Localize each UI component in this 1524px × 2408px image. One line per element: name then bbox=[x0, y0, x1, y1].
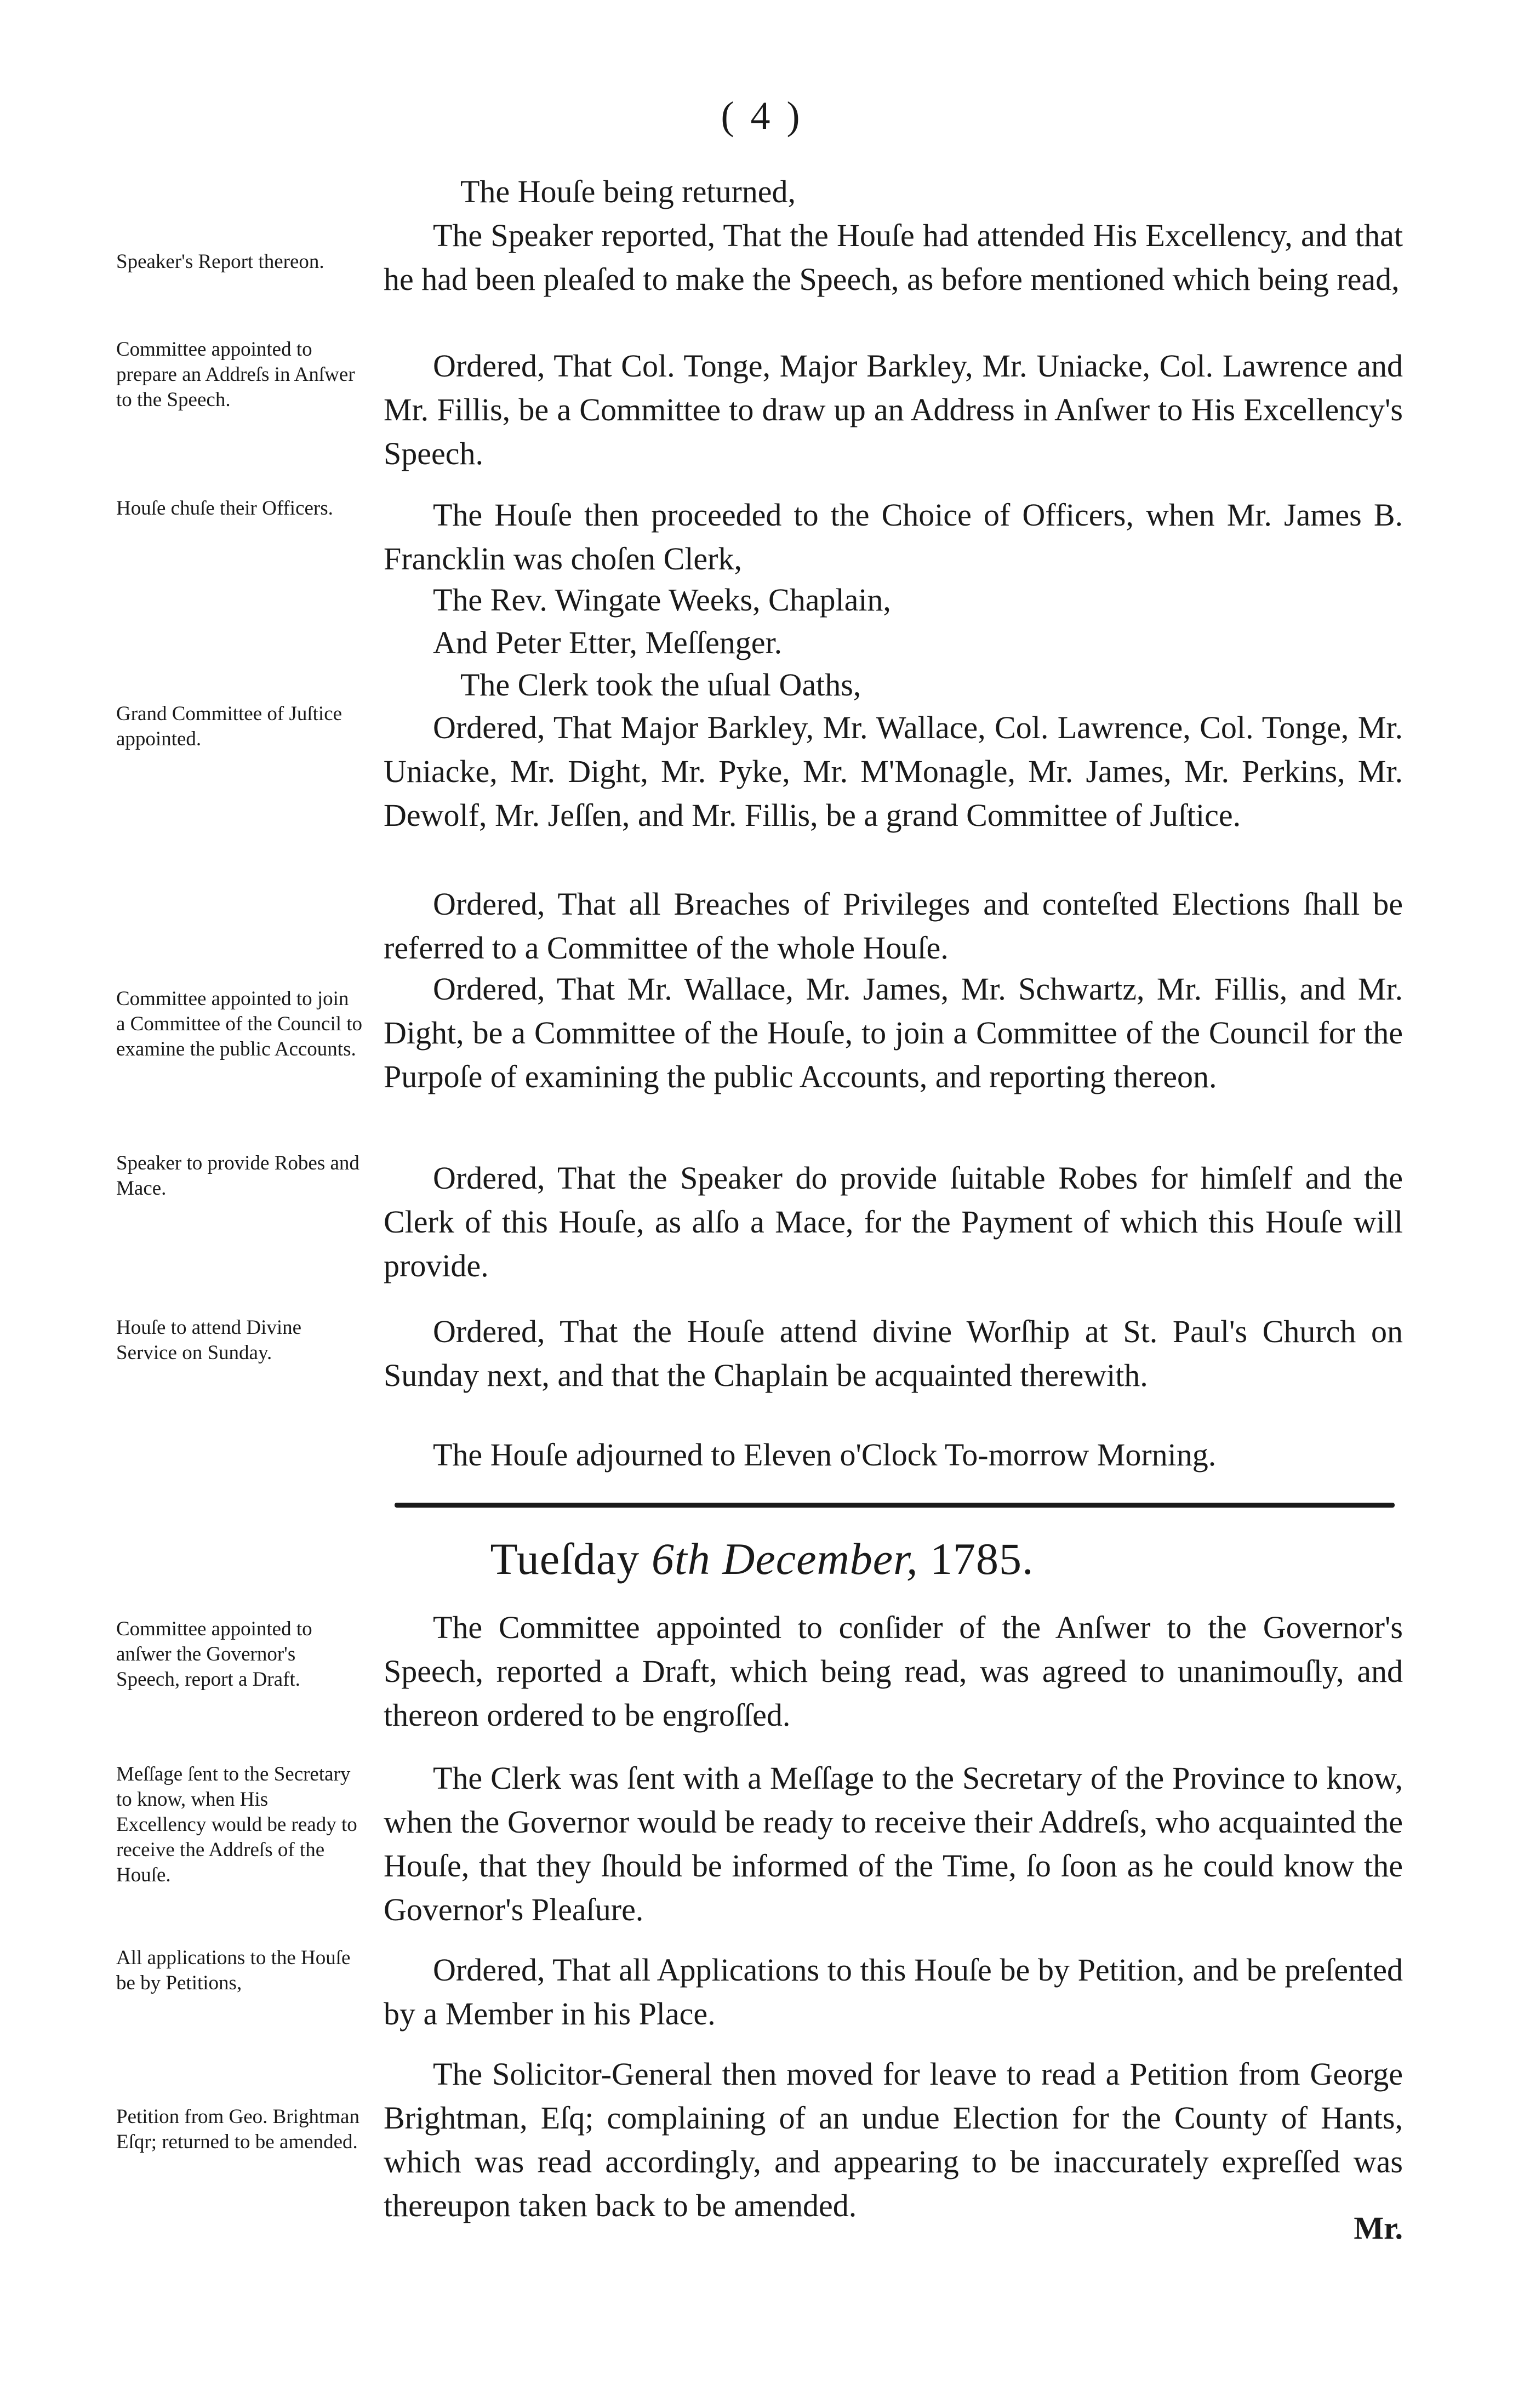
paragraph-choice-of-officers: The Houſe then proceeded to the Choice of Officers, when Mr. James B. Francklin was choſen Clerk, bbox=[384, 497, 1403, 577]
paragraph-privileges: Ordered, That all Breaches of Privileges and conteſted Elections ſhall be referred to a Committee of the whole Houſe. bbox=[384, 886, 1403, 966]
date-ordinal: 6th bbox=[651, 1534, 711, 1584]
paragraph-message-secretary: The Clerk was ſent with a Meſſage to the Secretary of the Province to know, when the Governor would be ready to receive their Addreſs, who acquainted the Houſe, that they ſhould be informed of the Time, ſo ſoon as he could know the Governor's Pleaſure. bbox=[384, 1760, 1403, 1927]
paragraph-divine-worship: Ordered, That the Houſe attend divine Worſhip at St. Paul's Church on Sunday next, and that the Chaplain be acquainted therewith. bbox=[384, 1314, 1403, 1393]
margin-note-officers: Houſe chuſe their Officers. bbox=[116, 497, 333, 520]
page-number: ( 4 ) bbox=[721, 94, 803, 138]
paragraph-house-returned: The Houſe being returned, bbox=[460, 174, 796, 209]
paragraph-draft-reported: The Committee appointed to conſider of the Anſwer to the Governor's Speech, reported a Draft, which being read, was agreed to unanimouſly, and thereon ordered to be engroſſed. bbox=[384, 1610, 1403, 1733]
margin-note-robes-mace: Speaker to provide Robes and Mace. bbox=[116, 1152, 359, 1200]
margin-note-accounts-committee: Committee appointed to join a Committee of the Council to examine the public Accounts. bbox=[116, 988, 363, 1060]
paragraph-messenger: And Peter Etter, Meſſenger. bbox=[433, 625, 783, 660]
margin-note-grand-committee: Grand Committee of Juſtice appointed. bbox=[116, 703, 343, 750]
margin-note-petition: Petition from Geo. Brightman Eſqr; returned to be amended. bbox=[116, 2105, 359, 2153]
paragraph-applications: Ordered, That all Applications to this Houſe be by Petition, and be preſented by a Member in his Place. bbox=[384, 1952, 1403, 2032]
paragraph-accounts-committee: Ordered, That Mr. Wallace, Mr. James, Mr. Schwartz, Mr. Fillis, and Mr. Dight, be a Committee of the Houſe, to join a Committee of the Council for the Purpoſe of examining the public Accounts, and reporting thereon. bbox=[384, 971, 1403, 1094]
paragraph-oaths: The Clerk took the uſual Oaths, bbox=[460, 667, 861, 703]
paragraph-petition-brightman: The Solicitor-General then moved for leave to read a Petition from George Brightman, Eſq; complaining of an undue Election for the County of Hants, which was read accordingly, and appearing to be inaccurately expreſſed was thereupon taken back to be amended. bbox=[384, 2056, 1403, 2223]
paragraph-grand-committee: Ordered, That Major Barkley, Mr. Wallace, Col. Lawrence, Col. Tonge, Mr. Uniacke, Mr. Dight, Mr. Pyke, Mr. M'Monagle, Mr. James, Mr. Perkins, Mr. Dewolf, Mr. Jeſſen, and Mr. Fillis, be a grand Committee of Juſtice. bbox=[384, 710, 1403, 833]
paragraph-adjourned: The Houſe adjourned to Eleven o'Clock To-morrow Morning. bbox=[433, 1437, 1217, 1473]
margin-note-divine-service: Houſe to attend Divine Service on Sunday. bbox=[116, 1316, 302, 1364]
paragraph-speaker-reported: The Speaker reported, That the Houſe had attended His Excellency, and that he had been pleaſed to make the Speech, as before mentioned which being read, bbox=[384, 218, 1403, 297]
paragraph-robes-mace: Ordered, That the Speaker do provide ſuitable Robes for himſelf and the Clerk of this Houſe, as alſo a Mace, for the Payment of which this Houſe will provide. bbox=[384, 1160, 1403, 1283]
date-month: December, bbox=[722, 1534, 918, 1584]
margin-note-speakers-report: Speaker's Report thereon. bbox=[116, 250, 324, 273]
paragraph-address-committee: Ordered, That Col. Tonge, Major Barkley, Mr. Uniacke, Col. Lawrence and Mr. Fillis, be a Committee to draw up an Address in Anſwer to His Excellency's Speech. bbox=[384, 348, 1403, 471]
date-day: Tueſday bbox=[490, 1534, 640, 1584]
date-heading bbox=[0, 1532, 1524, 1587]
margin-note-message-secretary: Meſſage ſent to the Secretary to know, when His Excellency would be ready to receive the Addreſs of the Houſe. bbox=[116, 1763, 357, 1886]
margin-note-address-committee: Committee appointed to prepare an Addreſs in Anſwer to the Speech. bbox=[116, 338, 355, 411]
margin-note-applications: All applications to the Houſe be by Petitions, bbox=[116, 1947, 351, 1994]
catchword: Mr. bbox=[1354, 2210, 1403, 2246]
margin-note-draft-report: Committee appointed to anſwer the Governor's Speech, report a Draft. bbox=[116, 1618, 312, 1691]
section-divider bbox=[395, 1503, 1395, 1508]
paragraph-chaplain: The Rev. Wingate Weeks, Chaplain, bbox=[433, 582, 891, 618]
date-year: 1785. bbox=[929, 1534, 1034, 1584]
